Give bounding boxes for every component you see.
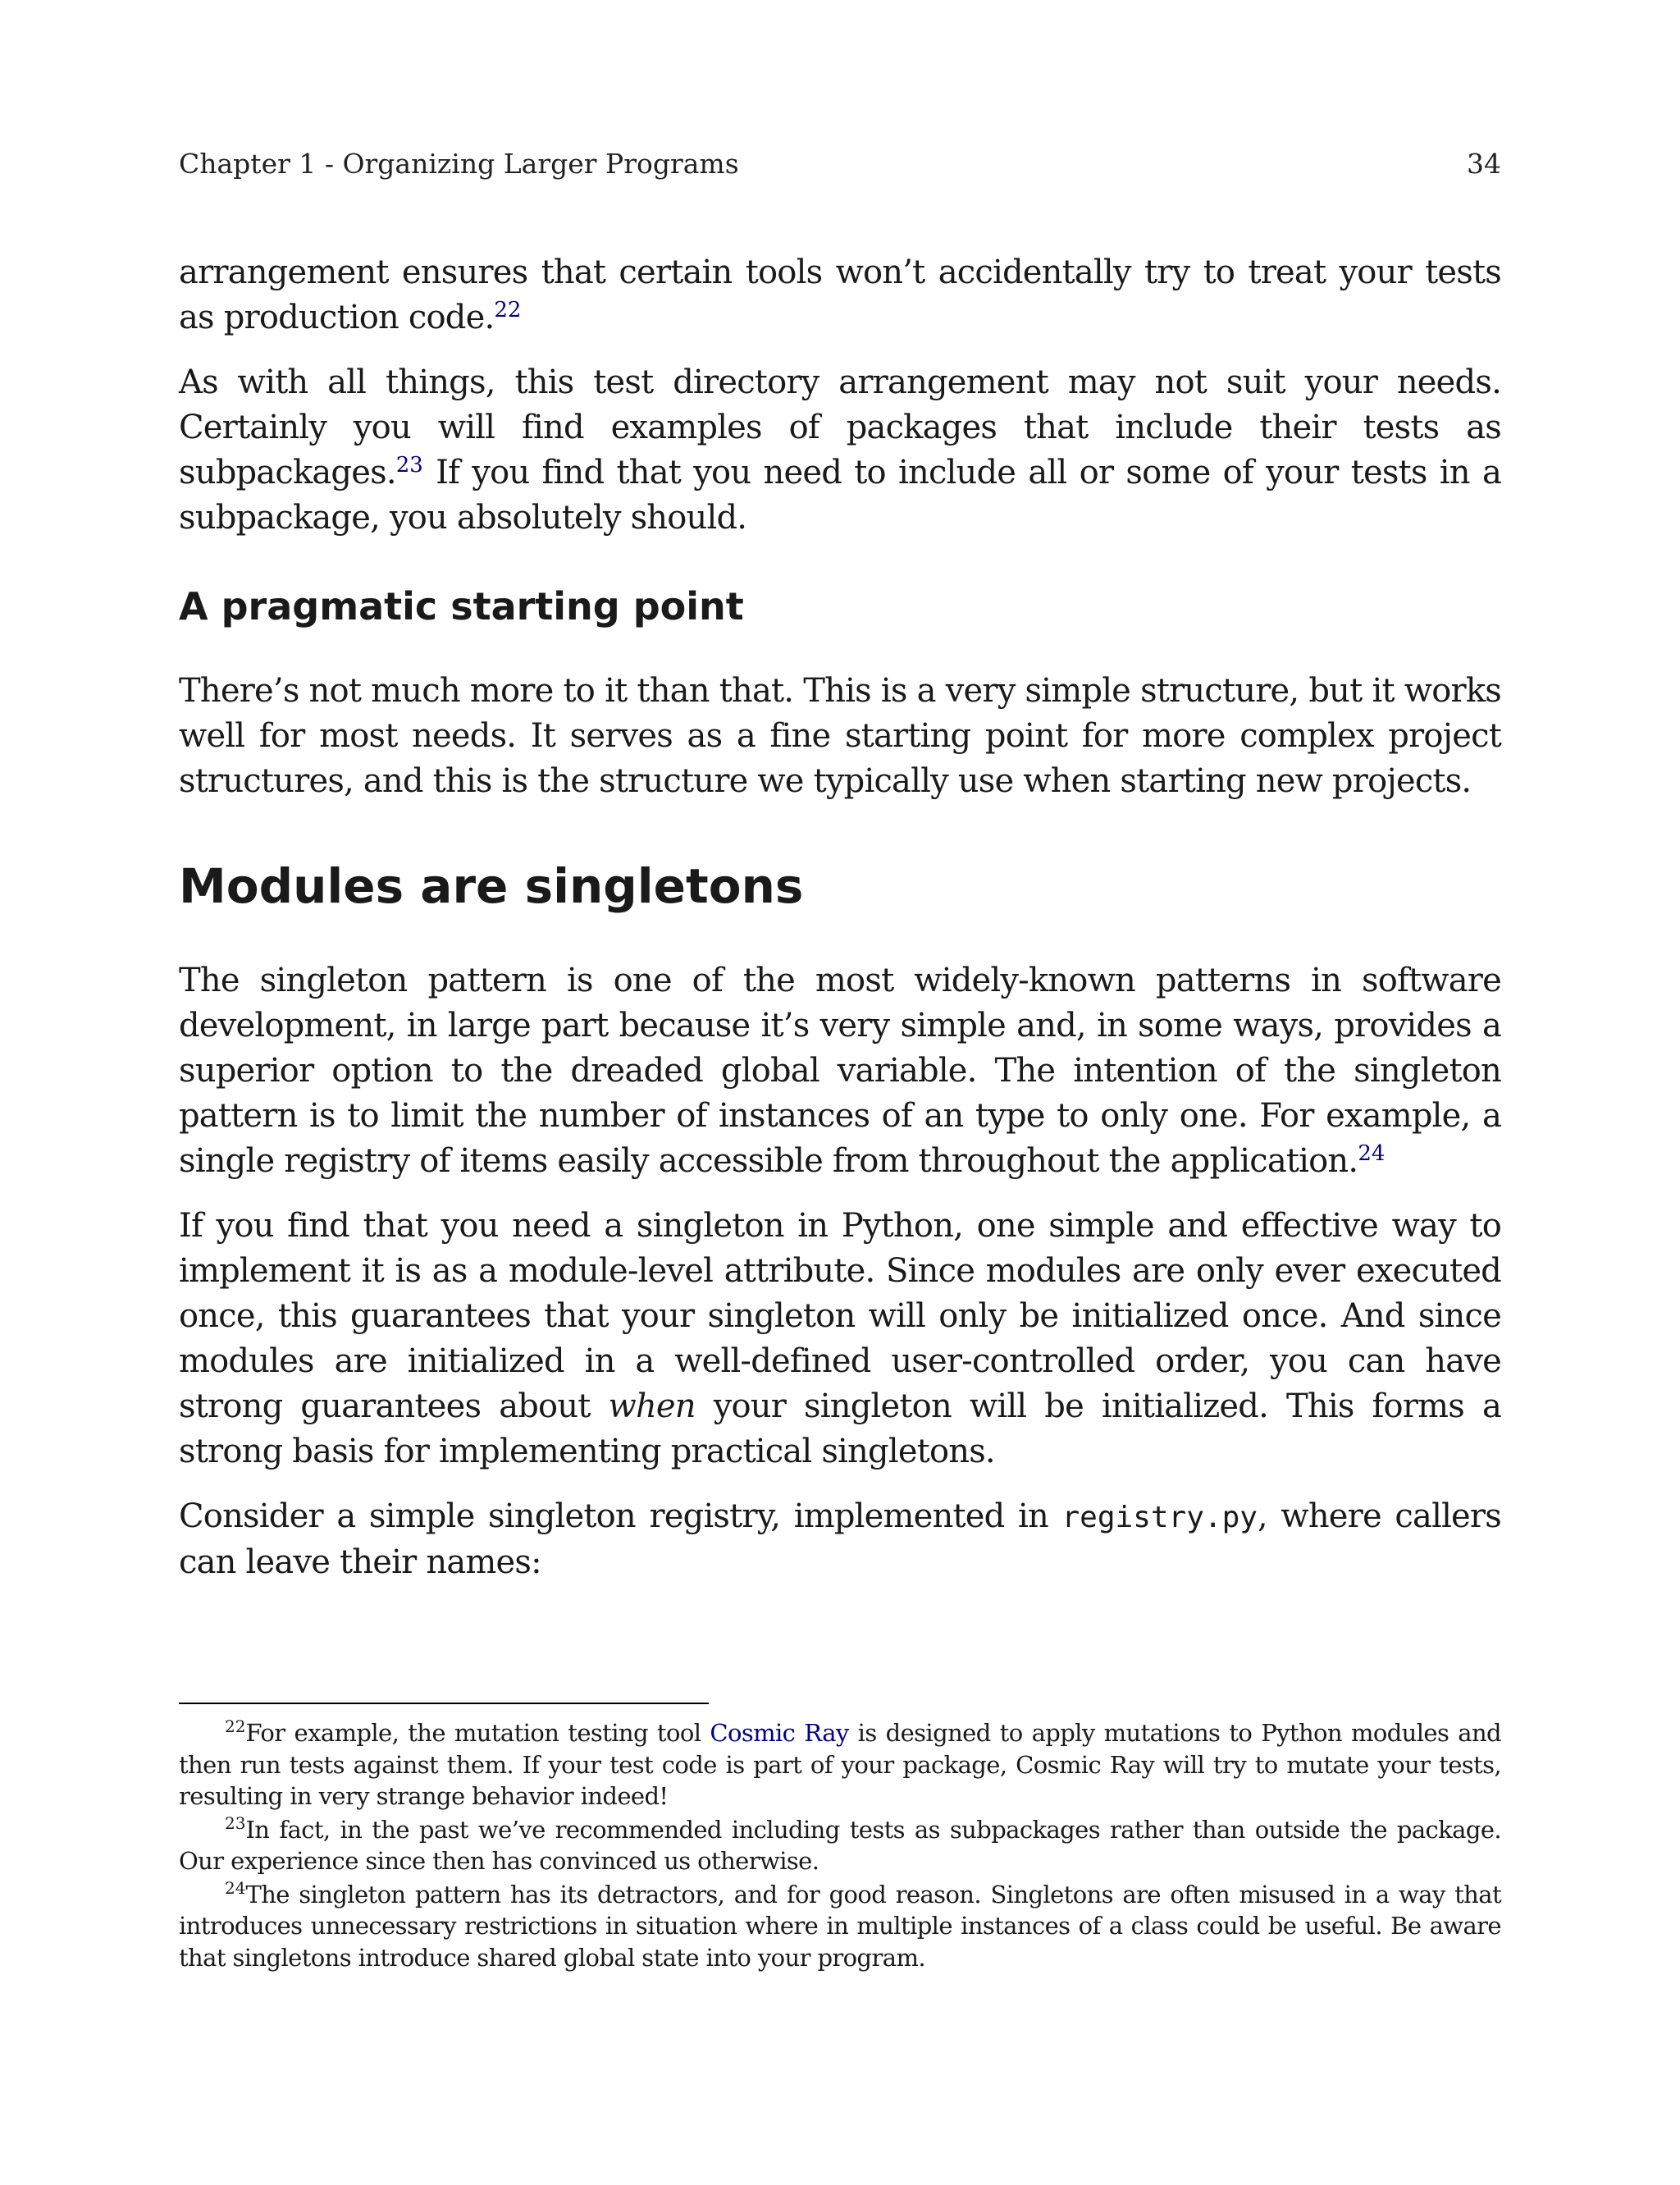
footnote-22 [179,1717,1501,1812]
paragraph-2-text-a: As with all things, this test directory arrangement may not suit your needs. Certainly you will find examples of packages that include their tests as subpackages. [179,363,1501,491]
paragraph-6-text-b: , where callers can leave their names: [179,1497,1501,1581]
paragraph-3: There’s not much more to it than that. This is a very simple structure, but it works well for most needs. It serves as a fine starting point for more complex project structures, and this is the structure we typically use when starting new projects. [179,672,1501,800]
cosmic-ray-link[interactable]: Cosmic Ray [710,1719,849,1747]
paragraph-2 [179,360,1501,541]
paragraph-5-text-a: If you find that you need a singleton in Python, one simple and effective way to implement it is as a module-level attribute. Since modules are only ever executed once, this guarantees that your singleton will only be initialized once. And since modules are initialized in a well-defined user-controlled order, you can have strong guarantees about [179,1207,1501,1425]
page-body [179,250,1501,1605]
footnote-22-text-b: is designed to apply mutations to Python modules and then run tests against them. If your test code is part of your package, Cosmic Ray will try to mutate your tests, resulting in very strange behavior indeed! [179,1719,1501,1810]
page-number: 34 [1467,148,1501,180]
footnote-23-number: 23 [225,1812,246,1833]
book-page [179,0,1501,2185]
paragraph-4 [179,958,1501,1184]
footnote-23-text: In fact, in the past we’ve recommended including tests as subpackages rather than outside the package. Our experience since then has convinced us otherwise. [179,1815,1501,1875]
paragraph-5-text-b: your singleton will be initialized. This forms a strong basis for implementing practical singletons. [179,1387,1501,1470]
section-heading-modules: Modules are singletons [179,858,804,914]
footnote-ref-22[interactable]: 22 [494,298,522,322]
paragraph-1 [179,250,1501,341]
paragraph-2-text-b: If you find that you need to include all or some of your tests in a subpackage, you absolutely should. [179,454,1501,537]
chapter-title: Chapter 1 - Organizing Larger Programs [179,148,739,180]
section-heading-pragmatic: A pragmatic starting point [179,584,744,629]
paragraph-1-text: arrangement ensures that certain tools won’t accidentally try to treat your tests as production code. [179,254,1501,336]
paragraph-5 [179,1204,1501,1474]
footnote-ref-23[interactable]: 23 [395,453,423,478]
running-header [179,146,1501,182]
footnote-23 [179,1814,1501,1877]
footnote-ref-24[interactable]: 24 [1358,1141,1386,1166]
footnote-divider [179,1703,709,1704]
footnotes [179,1703,1501,1975]
footnote-24-number: 24 [225,1877,246,1898]
paragraph-4-text: The singleton pattern is one of the most widely-known patterns in software development, in large part because it’s very simple and, in some ways, provides a superior option to the dreaded global variable. The intention of the singleton pattern is to limit the number of instances of an type to only one. For example, a single registry of items easily accessible from throughout the application. [179,962,1501,1180]
footnote-24-text: The singleton pattern has its detractors, and for good reason. Singletons are often misused in a way that introduces unnecessary restrictions in situation where in multiple instances of a class could be useful. Be aware that singletons introduce shared global state into your program. [179,1880,1501,1972]
footnote-24 [179,1879,1501,1974]
inline-code-registry: registry.py [1061,1501,1258,1534]
paragraph-6-text-a: Consider a simple singleton registry, implemented in [179,1497,1062,1535]
paragraph-5-emphasis: when [608,1387,696,1425]
paragraph-6 [179,1494,1501,1585]
footnote-22-text-a: For example, the mutation testing tool [245,1719,710,1747]
footnote-22-number: 22 [225,1716,246,1736]
